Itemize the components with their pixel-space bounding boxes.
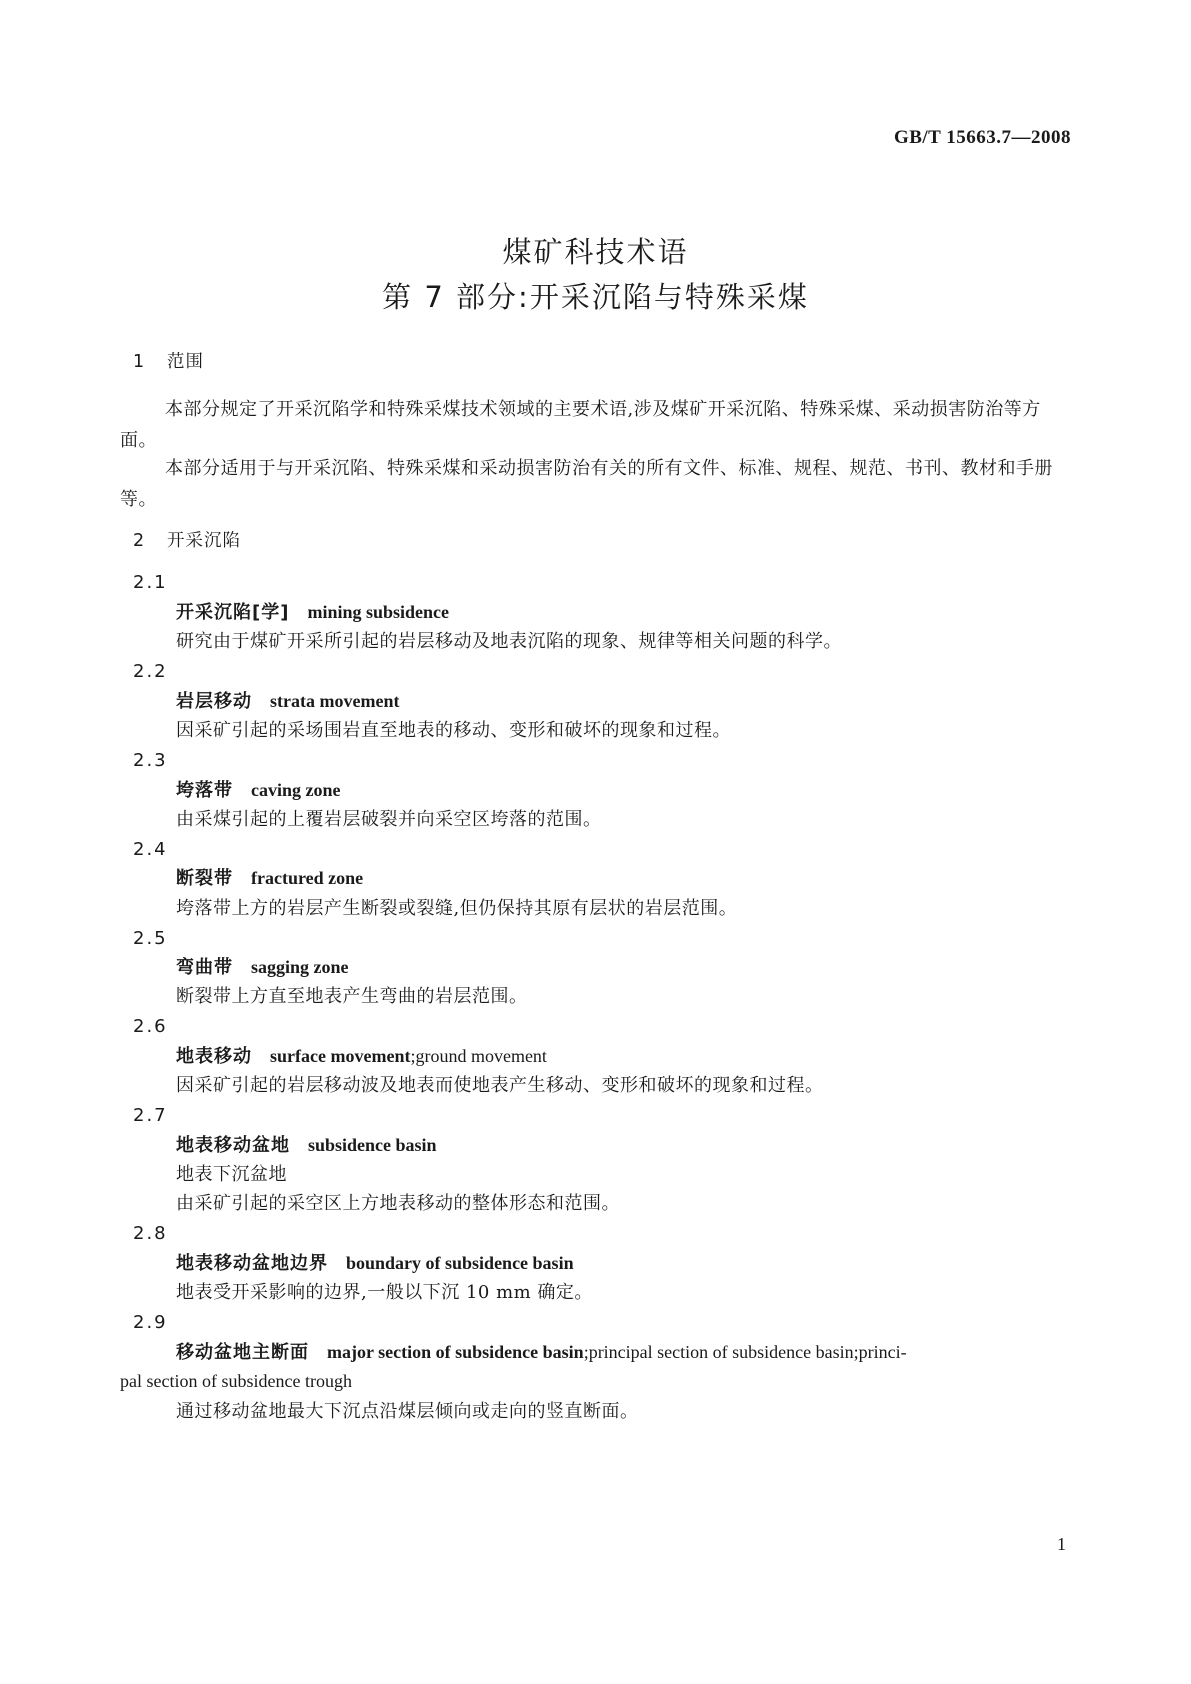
entry-number: 2.5	[133, 928, 168, 949]
standard-code: GB/T 15663.7—2008	[893, 127, 1071, 148]
term-definition: 地表受开采影响的边界,一般以下沉 10 mm 确定。	[176, 1282, 593, 1303]
entry-number: 2.4	[133, 839, 168, 860]
document-title: 煤矿科技术语	[502, 235, 689, 269]
section-number: 1	[133, 352, 146, 372]
term-english: caving zone	[251, 780, 341, 800]
term-english: major section of subsidence basin	[327, 1342, 584, 1362]
term-definition: 通过移动盆地最大下沉点沿煤层倾向或走向的竖直断面。	[176, 1401, 639, 1422]
section-number: 2	[133, 531, 146, 551]
scope-paragraph-2: 本部分适用于与开采沉陷、特殊采煤和采动损害防治有关的所有文件、标准、规程、规范、书刊、教材和手册等。	[120, 458, 1053, 510]
term-chinese: 弯曲带	[176, 957, 233, 978]
term-chinese: 开采沉陷[学]	[176, 602, 290, 623]
term-definition: 断裂带上方直至地表产生弯曲的岩层范围。	[176, 986, 528, 1007]
term-definition: 研究由于煤矿开采所引起的岩层移动及地表沉陷的现象、规律等相关问题的科学。	[176, 631, 842, 652]
entry-number: 2.1	[133, 572, 168, 593]
term-line	[176, 1337, 1056, 1368]
term-definition: 垮落带上方的岩层产生断裂或裂缝,但仍保持其原有层状的岩层范围。	[176, 898, 738, 919]
term-definition: 由采煤引起的上覆岩层破裂并向采空区垮落的范围。	[176, 809, 602, 830]
term-chinese: 岩层移动	[176, 691, 252, 712]
term-definition: 因采矿引起的岩层移动波及地表而使地表产生移动、变形和破坏的现象和过程。	[176, 1075, 824, 1096]
page-number: 1	[1057, 1534, 1066, 1554]
term-english: fractured zone	[251, 868, 364, 888]
entry-number: 2.6	[133, 1016, 168, 1037]
term-chinese: 移动盆地主断面	[176, 1342, 309, 1363]
term-line	[176, 952, 1056, 983]
term-chinese: 断裂带	[176, 868, 233, 889]
term-line	[176, 1248, 1056, 1279]
term-chinese: 地表移动	[176, 1046, 252, 1067]
term-english: surface movement	[270, 1046, 411, 1066]
entry-number: 2.9	[133, 1312, 168, 1333]
term-line	[176, 775, 1056, 806]
term-english: sagging zone	[251, 957, 349, 977]
term-english: mining subsidence	[307, 602, 449, 622]
entry-number: 2.2	[133, 661, 168, 682]
section-heading-scope	[133, 348, 204, 373]
entry-number: 2.7	[133, 1105, 168, 1126]
entry-number: 2.8	[133, 1223, 168, 1244]
term-alternative-continued	[120, 1366, 1060, 1397]
section-heading-subsidence	[133, 527, 241, 552]
entry-number: 2.3	[133, 750, 168, 771]
section-title: 范围	[167, 352, 204, 372]
term-chinese: 地表移动盆地边界	[176, 1253, 328, 1274]
scope-paragraph-1: 本部分规定了开采沉陷学和特殊采煤技术领域的主要术语,涉及煤矿开采沉陷、特殊采煤、采动损害防治等方面。	[120, 399, 1041, 451]
term-chinese: 垮落带	[176, 780, 233, 801]
document-subtitle: 第 7 部分:开采沉陷与特殊采煤	[382, 280, 809, 314]
term-synonym: 地表下沉盆地	[176, 1164, 287, 1185]
term-definition: 因采矿引起的采场围岩直至地表的移动、变形和破坏的现象和过程。	[176, 720, 731, 741]
term-line	[176, 863, 1056, 894]
term-alternative: ;principal section of subsidence basin;princi-	[583, 1342, 907, 1362]
term-alternative: ;ground movement	[410, 1046, 547, 1066]
term-line	[176, 686, 1056, 717]
term-line	[176, 1130, 1056, 1161]
term-english: boundary of subsidence basin	[346, 1253, 574, 1273]
term-line	[176, 1041, 1056, 1072]
term-line	[176, 597, 1056, 628]
term-english: strata movement	[270, 691, 400, 711]
section-title: 开采沉陷	[167, 531, 241, 551]
term-definition: 由采矿引起的采空区上方地表移动的整体形态和范围。	[176, 1193, 620, 1214]
term-chinese: 地表移动盆地	[176, 1135, 290, 1156]
term-alternative-wrap: pal section of subsidence trough	[120, 1371, 352, 1391]
term-english: subsidence basin	[308, 1135, 437, 1155]
